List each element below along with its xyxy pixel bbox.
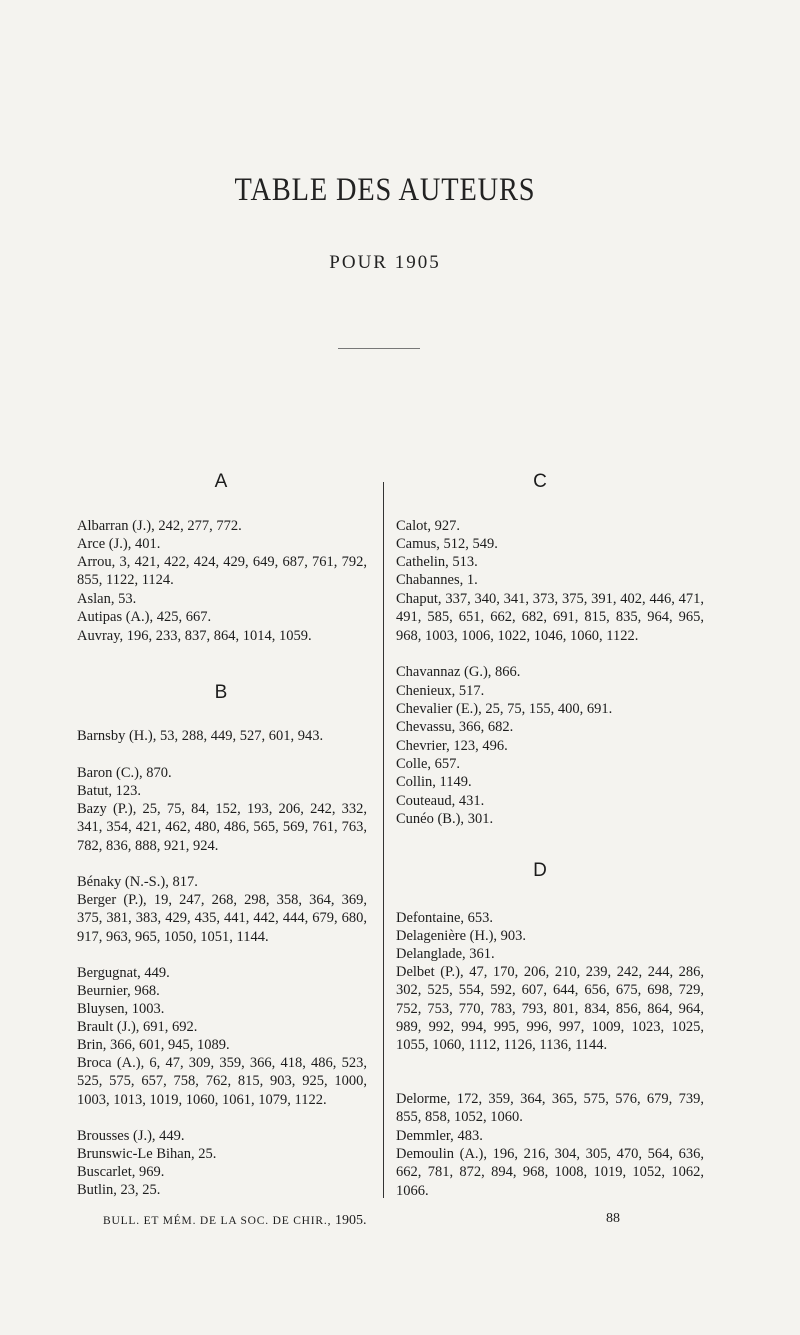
index-entry: Cunéo (B.), 301. bbox=[396, 811, 494, 827]
index-entry: Bluysen, 1003. bbox=[77, 1001, 165, 1017]
index-entry: Brunswic-Le Bihan, 25. bbox=[77, 1146, 217, 1162]
index-entry: Butlin, 23, 25. bbox=[77, 1182, 161, 1198]
index-entry: Buscarlet, 969. bbox=[77, 1164, 165, 1180]
index-entry: Batut, 123. bbox=[77, 783, 142, 799]
index-entry: Albarran (J.), 242, 277, 772. bbox=[77, 518, 242, 534]
section-letter-d: D bbox=[533, 860, 547, 881]
page-number: 88 bbox=[606, 1211, 620, 1226]
index-entry: Calot, 927. bbox=[396, 518, 461, 534]
index-entry: Demoulin (A.), 196, 216, 304, 305, 470, 564, 636, 662, 781, 872, 894, 968, 1008, 1019, 1052, 1062, 1066. bbox=[396, 1146, 704, 1199]
index-entry: Beurnier, 968. bbox=[77, 983, 160, 999]
index-entry: Bergugnat, 449. bbox=[77, 965, 170, 981]
index-entry: Chevassu, 366, 682. bbox=[396, 719, 514, 735]
index-entry: Delagenière (H.), 903. bbox=[396, 928, 527, 944]
index-entry: Barnsby (H.), 53, 288, 449, 527, 601, 943. bbox=[77, 728, 324, 744]
index-entry: Bazy (P.), 25, 75, 84, 152, 193, 206, 242, 332, 341, 354, 421, 462, 480, 486, 565, 569, 761, 763, 782, 836, 888, 921, 924. bbox=[77, 801, 368, 854]
index-entry: Collin, 1149. bbox=[396, 774, 472, 790]
index-entry: Delbet (P.), 47, 170, 206, 210, 239, 242, 244, 286, 302, 525, 554, 592, 607, 644, 656, 675, 698, 729, 752, 753, 770, 783, 793, 801, 834, 856, 864, 964, 989, 992, 994, 995, 996, 997, 1009, 1023, 1025, 1055, 1060, 1112, 1126, 1136, 1144. bbox=[396, 964, 705, 1054]
index-entry: Delorme, 172, 359, 364, 365, 575, 576, 679, 739, 855, 858, 1052, 1060. bbox=[396, 1091, 705, 1126]
index-entry: Couteaud, 431. bbox=[396, 793, 485, 809]
title-rule bbox=[338, 348, 420, 349]
index-entry: Chenieux, 517. bbox=[396, 683, 485, 699]
index-entry: Chaput, 337, 340, 341, 373, 375, 391, 402, 446, 471, 491, 585, 651, 662, 682, 691, 815, 835, 964, 965, 968, 1003, 1006, 1022, 1046, 1060, 1122. bbox=[396, 591, 705, 644]
index-entry: Chevalier (E.), 25, 75, 155, 400, 691. bbox=[396, 701, 613, 717]
index-entry: Cathelin, 513. bbox=[396, 554, 478, 570]
section-letter-b: B bbox=[214, 682, 228, 703]
index-entry: Berger (P.), 19, 247, 268, 298, 358, 364, 369, 375, 381, 383, 429, 435, 441, 442, 444, 679, 680, 917, 963, 965, 1050, 1051, 1144. bbox=[77, 892, 367, 945]
section-letter-c: C bbox=[533, 471, 547, 492]
index-entry: Camus, 512, 549. bbox=[396, 536, 498, 552]
index-entry: Auvray, 196, 233, 837, 864, 1014, 1059. bbox=[77, 628, 312, 644]
page-subtitle: POUR 1905 bbox=[329, 252, 441, 273]
index-entry: Autipas (A.), 425, 667. bbox=[77, 609, 212, 625]
index-entry: Brousses (J.), 449. bbox=[77, 1128, 185, 1144]
index-entry: Brin, 366, 601, 945, 1089. bbox=[77, 1037, 230, 1053]
index-entry: Aslan, 53. bbox=[77, 591, 137, 607]
index-entry: Chavannaz (G.), 866. bbox=[396, 664, 521, 680]
index-entry: Defontaine, 653. bbox=[396, 910, 494, 926]
index-entry: Broca (A.), 6, 47, 309, 359, 366, 418, 486, 523, 525, 575, 657, 758, 762, 815, 903, 925, 1000, 1003, 1013, 1019, 1060, 1061, 1079, 1122. bbox=[77, 1055, 368, 1108]
page-title: TABLE DES AUTEURS bbox=[234, 172, 536, 208]
index-entry: Brault (J.), 691, 692. bbox=[77, 1019, 198, 1035]
index-entry: Colle, 657. bbox=[396, 756, 461, 772]
index-entry: Baron (C.), 870. bbox=[77, 765, 172, 781]
index-entry: Chabannes, 1. bbox=[396, 572, 478, 588]
column-divider bbox=[383, 482, 384, 1198]
index-entry: Chevrier, 123, 496. bbox=[396, 738, 508, 754]
index-entry: Arrou, 3, 421, 422, 424, 429, 649, 687, 761, 792, 855, 1122, 1124. bbox=[77, 554, 368, 589]
index-entry: Demmler, 483. bbox=[396, 1128, 483, 1144]
index-entry: Bénaky (N.-S.), 817. bbox=[77, 874, 198, 890]
section-letter-a: A bbox=[214, 471, 228, 492]
footer-journal: BULL. ET MÉM. DE LA SOC. DE CHIR., 1905. bbox=[103, 1213, 367, 1228]
index-entry: Delanglade, 361. bbox=[396, 946, 495, 962]
index-entry: Arce (J.), 401. bbox=[77, 536, 161, 552]
